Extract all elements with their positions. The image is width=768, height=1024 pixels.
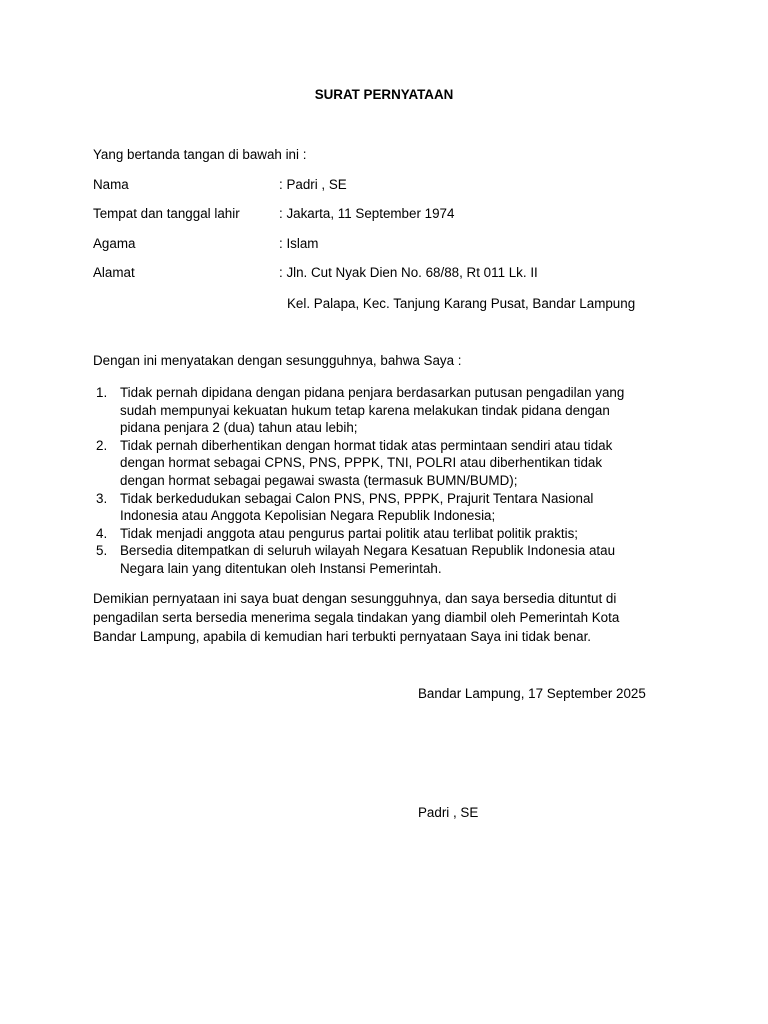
list-item-line: pidana penjara 2 (dua) tahun atau lebih; — [120, 420, 358, 436]
list-item — [93, 384, 693, 437]
list-item — [93, 525, 693, 543]
list-item — [93, 490, 693, 525]
list-item-number: 1. — [96, 385, 108, 400]
field-label-alamat: Alamat — [93, 265, 135, 280]
list-item-line: Tidak berkedudukan sebagai Calon PNS, PNS, PPPK, Prajurit Tentara Nasional — [120, 490, 594, 506]
declaration-list — [93, 384, 693, 578]
closing-line: Demikian pernyataan ini saya buat dengan sesungguhnya, dan saya bersedia dituntut di — [93, 591, 617, 606]
place-date: Bandar Lampung, 17 September 2025 — [418, 686, 646, 701]
field-value-agama: : Islam — [279, 236, 319, 251]
list-item-line: Tidak menjadi anggota atau pengurus partai politik atau terlibat politik praktis; — [120, 525, 579, 541]
closing-line: pengadilan serta bersedia menerima segala tindakan yang diambil oleh Pemerintah Kota — [93, 610, 620, 625]
declaration-intro: Dengan ini menyatakan dengan sesungguhnya, bahwa Saya : — [93, 353, 462, 368]
list-item-line: dengan hormat sebagai CPNS, PNS, PPPK, TNI, POLRI atau diberhentikan tidak — [120, 455, 603, 471]
list-item-line: sudah mempunyai kekuatan hukum tetap karena melakukan tindak pidana dengan — [120, 402, 610, 418]
intro-text: Yang bertanda tangan di bawah ini : — [93, 147, 307, 162]
field-label-agama: Agama — [93, 236, 136, 251]
list-item-number: 5. — [96, 543, 108, 559]
closing-paragraph — [93, 589, 693, 646]
document-title: SURAT PERNYATAAN — [314, 87, 454, 102]
closing-line: Bandar Lampung, apabila di kemudian hari terbukti pernyataan Saya ini tidak benar. — [93, 629, 592, 644]
list-item-number: 4. — [96, 525, 108, 541]
field-label-nama: Nama — [93, 177, 129, 192]
list-item-number: 3. — [96, 490, 108, 506]
list-item — [93, 437, 693, 490]
field-label-ttl: Tempat dan tanggal lahir — [93, 206, 240, 221]
signatory-name: Padri , SE — [418, 805, 479, 820]
address-line-2: Kel. Palapa, Kec. Tanjung Karang Pusat, Bandar Lampung — [287, 296, 636, 311]
list-item — [93, 542, 693, 577]
field-value-alamat: : Jln. Cut Nyak Dien No. 68/88, Rt 011 Lk. II — [279, 265, 538, 280]
list-item-number: 2. — [96, 437, 108, 453]
list-item-line: dengan hormat sebagai pegawai swasta (termasuk BUMN/BUMD); — [120, 472, 518, 488]
list-item-line: Indonesia atau Anggota Kepolisian Negara Republik Indonesia; — [120, 508, 496, 524]
list-item-line: Tidak pernah diberhentikan dengan hormat tidak atas permintaan sendiri atau tidak — [120, 437, 613, 453]
list-item-line: Negara lain yang ditentukan oleh Instansi Pemerintah. — [120, 560, 442, 576]
field-value-nama: : Padri , SE — [279, 177, 347, 192]
list-item-line: Bersedia ditempatkan di seluruh wilayah Negara Kesatuan Republik Indonesia atau — [120, 543, 616, 559]
list-item-line: Tidak pernah dipidana dengan pidana penjara berdasarkan putusan pengadilan yang — [120, 385, 625, 400]
field-value-ttl: : Jakarta, 11 September 1974 — [279, 206, 455, 221]
